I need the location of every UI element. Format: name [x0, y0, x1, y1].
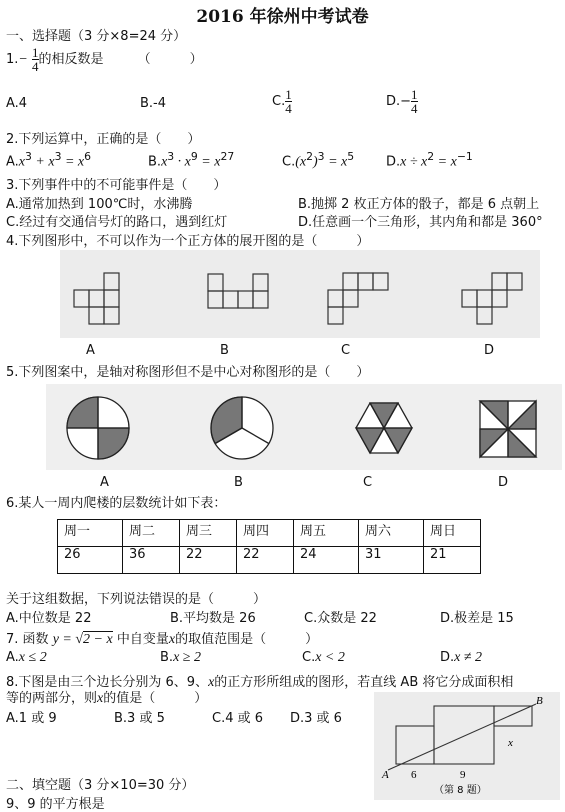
table-header-cell: 周六 [359, 520, 424, 547]
side-9-label: 9 [460, 769, 466, 781]
question-7: 7. 函数 y = √2 − x 中自变量x的取值范围是（ ） [6, 632, 319, 647]
q8-option-a: A.1 或 9 [6, 711, 57, 726]
q8-option-c: C.4 或 6 [212, 711, 264, 726]
table-cell: 24 [294, 547, 359, 574]
q4-figure-photo [60, 250, 540, 338]
q7-option-a: A.x ≤ 2 [6, 650, 47, 665]
q7-option-c: C.x < 2 [302, 650, 345, 665]
q3-option-a: A.通常加热到 100℃时，水沸腾 [6, 197, 193, 212]
q5-label-c: C [363, 475, 373, 490]
table-cell: 31 [359, 547, 424, 574]
q1-option-b: B.-4 [140, 96, 167, 111]
q3-option-d: D.任意画一个三角形，其内角和都是 360° [298, 215, 543, 230]
question-4: 4.下列图形中，不可以作为一个正方体的展开图的是（ ） [6, 234, 370, 249]
section-heading-fill: 二、填空题（3 分×10=30 分） [6, 778, 195, 793]
question-2: 2.下列运算中，正确的是（ ） [6, 132, 201, 147]
table-header-cell: 周三 [180, 520, 237, 547]
table-cell: 21 [424, 547, 481, 574]
q5-figure-photo [46, 384, 562, 470]
question-6-followup: 关于这组数据，下列说法错误的是（ ） [6, 592, 267, 607]
q7-option-b: B.x ≥ 2 [160, 650, 201, 665]
q8-figure-photo [374, 692, 560, 800]
fraction: $\frac{1}{4}$ [32, 45, 39, 74]
q6-option-a: A.中位数是 22 [6, 611, 92, 626]
three-squares-figure [374, 692, 560, 800]
q4-label-a: A [86, 343, 95, 358]
q8-option-d: D.3 或 6 [290, 711, 342, 726]
question-8-line2: 等的两部分，则x的值是（ ） [6, 691, 208, 706]
question-5: 5.下列图案中，是轴对称图形但不是中心对称图形的是（ ） [6, 365, 370, 380]
table-cell: 22 [180, 547, 237, 574]
table-header-cell: 周五 [294, 520, 359, 547]
q2-option-b: $B.x^3 \cdot x^9 = x^{27}$ [148, 150, 235, 170]
symmetry-figures [46, 384, 562, 470]
q4-label-b: B [220, 343, 229, 358]
q4-label-d: D [484, 343, 495, 358]
q1-option-c: C. $\frac{1}{4}$ [272, 87, 292, 116]
question-3: 3.下列事件中的不可能事件是（ ） [6, 178, 227, 193]
stairs-table [57, 519, 481, 574]
table-header-cell: 周四 [237, 520, 294, 547]
question-6: 6.某人一周内爬楼的层数统计如下表： [6, 496, 227, 511]
q2-option-d: $D.x \div x^2 = x^{-1}$ [386, 150, 473, 170]
q1-option-a: A.4 [6, 96, 28, 111]
table-header-cell: 周二 [123, 520, 180, 547]
table-cell: 26 [58, 547, 123, 574]
q5-label-b: B [234, 475, 243, 490]
table-header-row [58, 520, 481, 547]
table-cell: 22 [237, 547, 294, 574]
q5-label-a: A [100, 475, 109, 490]
question-1: 1.− $\frac{1}{4}$ 的相反数是 （ ） [6, 45, 203, 74]
question-8-line1: 8.下图是由三个边长分别为 6、9、x的正方形所组成的图形，若直线 AB 将它分成面积相 [6, 675, 514, 690]
cube-nets-figure [60, 250, 540, 338]
side-6-label: 6 [411, 769, 417, 781]
figure-caption: （第 8 题） [434, 785, 487, 796]
q3-option-b: B.抛掷 2 枚正方体的骰子，都是 6 点朝上 [298, 197, 540, 212]
page-title: 2016 年徐州中考试卷 [196, 7, 369, 27]
table-header-cell: 周日 [424, 520, 481, 547]
q8-option-b: B.3 或 5 [114, 711, 165, 726]
q7-option-d: D.x ≠ 2 [440, 650, 483, 665]
q2-option-c: $C.(x^2)^3 = x^5$ [282, 150, 355, 170]
point-a-label: A [382, 769, 389, 781]
q6-option-d: D.极差是 15 [440, 611, 514, 626]
section-heading-choice: 一、选择题（3 分×8=24 分） [6, 29, 187, 44]
table-cell: 36 [123, 547, 180, 574]
point-b-label: B [536, 695, 543, 707]
q6-option-b: B.平均数是 26 [170, 611, 256, 626]
side-x-label: x [508, 737, 513, 749]
q6-option-c: C.众数是 22 [304, 611, 377, 626]
q3-option-c: C.经过有交通信号灯的路口，遇到红灯 [6, 215, 228, 230]
q5-label-d: D [498, 475, 509, 490]
question-9: 9、9 的平方根是 [6, 797, 105, 812]
q1-option-d: D.− $\frac{1}{4}$ [386, 87, 418, 116]
q4-label-c: C [341, 343, 351, 358]
q2-option-a: $A.x^3 + x^3 = x^6$ [6, 150, 92, 170]
table-header-cell: 周一 [58, 520, 123, 547]
table-row [58, 547, 481, 574]
